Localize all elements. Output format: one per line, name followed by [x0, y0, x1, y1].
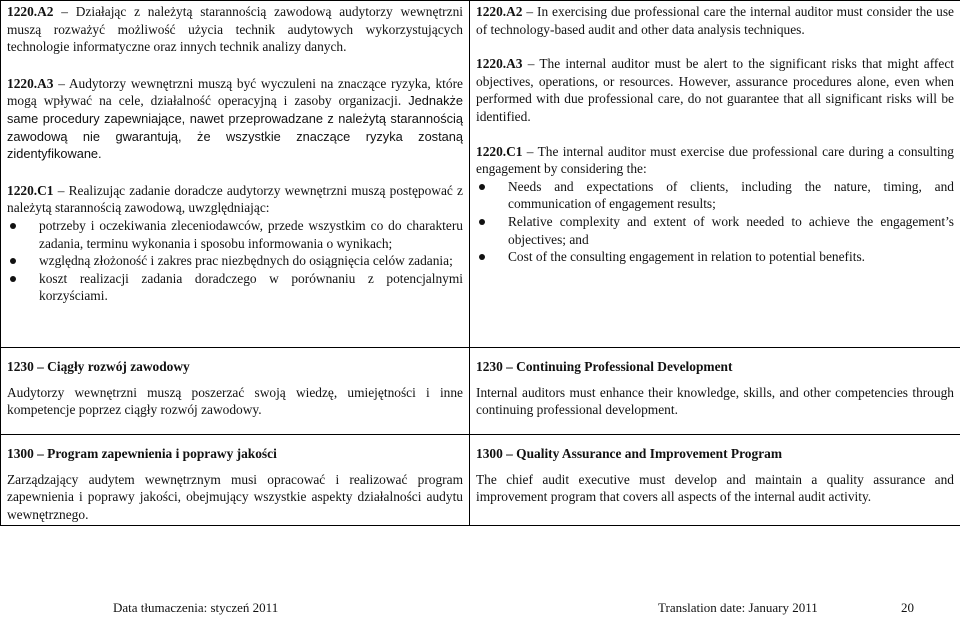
- table-row: [1, 348, 960, 435]
- paragraph-1220-c1-pl: [7, 182, 463, 217]
- code-label: 1220.C1: [476, 143, 523, 159]
- paragraph-1220-a3-pl: [7, 75, 463, 163]
- footer-translation-date-en: Translation date: January 2011: [658, 600, 818, 615]
- english-column-1220: [470, 1, 960, 348]
- code-label: 1220.A2: [476, 4, 523, 19]
- list-item-text: względną złożoność i zakres prac niezbędnych do osiągnięcia celów zadania;: [39, 253, 453, 269]
- paragraph-text: – The internal auditor must exercise due professional care during a consulting engagement by considering the:: [476, 143, 954, 177]
- paragraph-1220-c1-en: [476, 143, 954, 178]
- list-item-text: Relative complexity and extent of work needed to achieve the engagement’s objectives; and: [508, 213, 954, 247]
- english-column-1300: [470, 435, 960, 526]
- code-label: 1220.A2: [7, 4, 54, 19]
- section-heading-1300-pl: 1300 – Program zapewnienia i poprawy jakości: [7, 446, 277, 461]
- bullet-icon: [10, 223, 16, 229]
- bullet-icon: [479, 219, 485, 225]
- paragraph-1230-en: Internal auditors must enhance their knowledge, skills, and other competencies through continuing professional development.: [476, 384, 954, 418]
- polish-column-1230: [1, 348, 470, 435]
- list-item: [7, 217, 463, 252]
- paragraph-text: – Działając z należytą starannością zawodową audytorzy wewnętrzni muszą rozważyć możliwość użycia technik audytowych wykorzystujących technologie informatyczne oraz innych technik analizy danych.: [7, 4, 463, 55]
- bullet-icon: [479, 184, 485, 190]
- paragraph-text: – Realizując zadanie doradcze audytorzy wewnętrzni muszą postępować z należytą starannością zawodową, uwzględniając:: [7, 182, 463, 216]
- list-item: [476, 248, 954, 266]
- paragraph-text: – Audytorzy wewnętrzni muszą być wyczuleni na znaczące ryzyka, które mogą wpływać na cele, działalność operacyjną i zasoby organizacji.: [7, 75, 463, 109]
- bullet-icon: [10, 258, 16, 264]
- polish-column-1300: [1, 435, 470, 526]
- paragraph-1220-a2-pl: [7, 3, 463, 56]
- table-row: [1, 435, 960, 526]
- english-column-1230: [470, 348, 960, 435]
- list-item: [476, 213, 954, 248]
- table-row: [1, 1, 960, 348]
- list-item-text: potrzeby i oczekiwania zleceniodawców, przede wszystkim co do charakteru zadania, terminu wykonania i sposobu informowania o wynikach;: [39, 217, 463, 251]
- list-item-text: koszt realizacji zadania doradczego w porównaniu z potencjalnymi korzyściami.: [39, 270, 463, 304]
- code-label: 1220.A3: [476, 56, 523, 72]
- list-item: [476, 178, 954, 213]
- paragraph-1220-a2-en: [476, 3, 954, 38]
- polish-column-1220: [1, 1, 470, 348]
- paragraph-text-sans: Jednakże same procedury zapewniające, nawet przeprowadzane z należytą starannością zawodową nie gwarantują, że wszystkie znaczące ryzyka zostaną zidentyfikowane.: [7, 93, 463, 162]
- section-heading-1300-en: 1300 – Quality Assurance and Improvement Program: [476, 446, 782, 461]
- page-number: 20: [901, 600, 914, 615]
- section-heading-1230-en: 1230 – Continuing Professional Development: [476, 359, 733, 374]
- section-heading-1230-pl: 1230 – Ciągły rozwój zawodowy: [7, 359, 190, 374]
- code-label: 1220.C1: [7, 182, 54, 198]
- bullet-icon: [10, 276, 16, 282]
- list-item-text: Cost of the consulting engagement in relation to potential benefits.: [508, 249, 866, 265]
- list-item: [7, 270, 463, 305]
- list-item: [7, 252, 463, 270]
- paragraph-1300-en: The chief audit executive must develop and maintain a quality assurance and improvement program that covers all aspects of the internal audit activity.: [476, 471, 954, 505]
- paragraph-1220-a3-en: [476, 55, 954, 125]
- paragraph-text: – In exercising due professional care the internal auditor must consider the use of technology-based audit and other data analysis techniques.: [476, 4, 954, 37]
- paragraph-text: – The internal auditor must be alert to the significant risks that might affect objectives, operations, or resources. However, assurance procedures alone, even when performed with due professional care, do not guarantee that all significant risks will be identified.: [476, 56, 954, 124]
- list-item-text: Needs and expectations of clients, including the nature, timing, and communication of engagement results;: [508, 178, 954, 212]
- bullet-list-en: [476, 178, 954, 266]
- bullet-list-pl: [7, 217, 463, 305]
- footer-translation-date-pl: Data tłumaczenia: styczeń 2011: [113, 600, 279, 615]
- paragraph-1230-pl: Audytorzy wewnętrzni muszą poszerzać swoją wiedzę, umiejętności i inne kompetencje poprzez ciągły rozwój zawodowy.: [7, 384, 463, 418]
- bullet-icon: [479, 254, 485, 260]
- code-label: 1220.A3: [7, 75, 54, 91]
- paragraph-1300-pl: Zarządzający audytem wewnętrznym musi opracować i realizować program zapewnienia i poprawy jakości, obejmujący wszystkie aspekty działalności audytu wewnętrznego.: [7, 471, 463, 522]
